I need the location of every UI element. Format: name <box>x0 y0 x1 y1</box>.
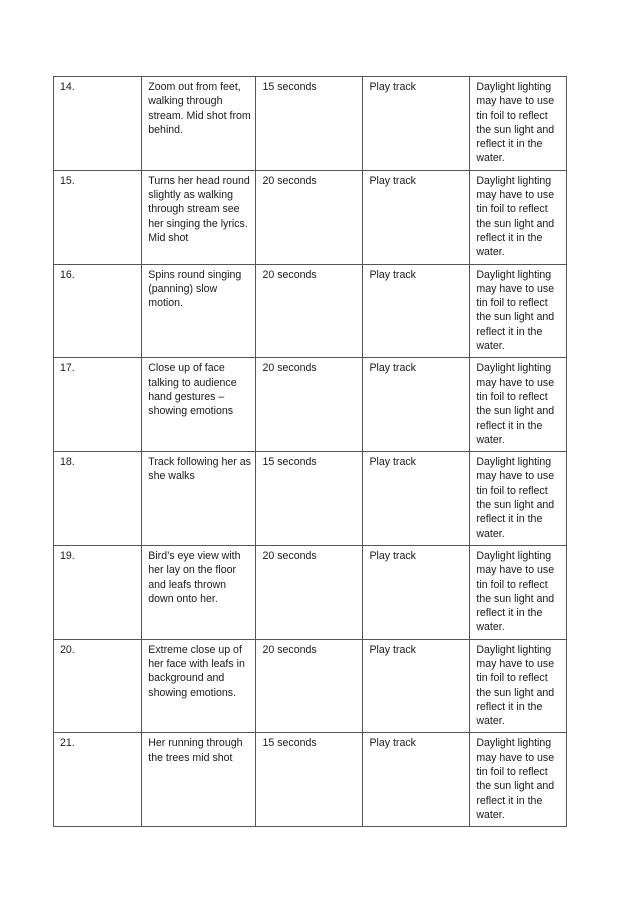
shot-duration: 15 seconds <box>256 452 363 546</box>
shot-number: 18. <box>54 452 142 546</box>
shot-description: Her running through the trees mid shot <box>142 733 256 827</box>
table-row <box>54 452 567 546</box>
shot-lighting: Daylight lighting may have to use tin foil to reflect the sun light and reflect it in the water. <box>470 639 567 733</box>
shot-number: 19. <box>54 545 142 639</box>
shot-description: Spins round singing (panning) slow motion. <box>142 264 256 358</box>
shot-number: 14. <box>54 77 142 171</box>
shot-lighting: Daylight lighting may have to use tin foil to reflect the sun light and reflect it in the water. <box>470 77 567 171</box>
shot-lighting: Daylight lighting may have to use tin foil to reflect the sun light and reflect it in the water. <box>470 264 567 358</box>
shot-description: Close up of face talking to audience hand gestures – showing emotions <box>142 358 256 452</box>
shot-number: 15. <box>54 170 142 264</box>
table-row <box>54 733 567 827</box>
table-row <box>54 77 567 171</box>
shot-duration: 20 seconds <box>256 358 363 452</box>
shot-lighting: Daylight lighting may have to use tin foil to reflect the sun light and reflect it in the water. <box>470 358 567 452</box>
shot-lighting: Daylight lighting may have to use tin foil to reflect the sun light and reflect it in the water. <box>470 733 567 827</box>
shot-duration: 15 seconds <box>256 77 363 171</box>
table-row <box>54 545 567 639</box>
table-row <box>54 358 567 452</box>
shot-sound: Play track <box>363 77 470 171</box>
shot-sound: Play track <box>363 452 470 546</box>
shot-description: Turns her head round slightly as walking through stream see her singing the lyrics. Mid shot <box>142 170 256 264</box>
shot-number: 20. <box>54 639 142 733</box>
shot-description: Extreme close up of her face with leafs in background and showing emotions. <box>142 639 256 733</box>
shot-duration: 20 seconds <box>256 264 363 358</box>
shot-sound: Play track <box>363 358 470 452</box>
shot-sound: Play track <box>363 545 470 639</box>
shot-lighting: Daylight lighting may have to use tin foil to reflect the sun light and reflect it in the water. <box>470 545 567 639</box>
shot-sound: Play track <box>363 264 470 358</box>
shot-sound: Play track <box>363 639 470 733</box>
shot-sound: Play track <box>363 170 470 264</box>
shot-description: Zoom out from feet, walking through stream. Mid shot from behind. <box>142 77 256 171</box>
shot-duration: 15 seconds <box>256 733 363 827</box>
shot-sound: Play track <box>363 733 470 827</box>
shot-duration: 20 seconds <box>256 545 363 639</box>
shot-number: 21. <box>54 733 142 827</box>
shot-lighting: Daylight lighting may have to use tin foil to reflect the sun light and reflect it in the water. <box>470 170 567 264</box>
table-row <box>54 170 567 264</box>
shot-duration: 20 seconds <box>256 639 363 733</box>
shot-description: Track following her as she walks <box>142 452 256 546</box>
shot-number: 17. <box>54 358 142 452</box>
storyboard-table <box>53 76 567 827</box>
shot-number: 16. <box>54 264 142 358</box>
shot-description: Bird’s eye view with her lay on the floor and leafs thrown down onto her. <box>142 545 256 639</box>
table-row <box>54 264 567 358</box>
shot-duration: 20 seconds <box>256 170 363 264</box>
table-row <box>54 639 567 733</box>
shot-lighting: Daylight lighting may have to use tin foil to reflect the sun light and reflect it in the water. <box>470 452 567 546</box>
